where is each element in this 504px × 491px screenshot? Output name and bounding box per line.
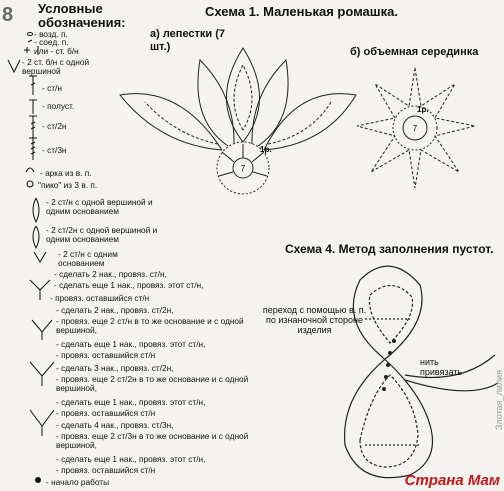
figure-eight-diagram xyxy=(320,255,500,491)
shell-icon xyxy=(34,252,46,262)
chain-stitch-icon xyxy=(28,33,33,36)
scheme4-title: Схема 4. Метод заполнения пустот. xyxy=(285,242,494,256)
sc2tog-icon xyxy=(8,60,20,72)
legend-item: - полуст. xyxy=(42,101,75,111)
legend-item: - ст/3н xyxy=(42,145,67,155)
petals-center-label: 7 xyxy=(240,164,246,173)
legend-item: - ст/2н xyxy=(42,121,67,131)
site-logo: Страна Мам xyxy=(404,472,500,489)
petals-diagram xyxy=(110,40,360,200)
legend-item: - возд. п. xyxy=(34,29,68,39)
legend-item: - 2 ст/н с одним основанием xyxy=(58,249,118,268)
complex-stitch-icons xyxy=(30,280,54,436)
legend-item: - сделать еще 1 нак., провяз. этот ст/н, xyxy=(56,454,206,464)
legend-item: - сделать 2 нак., провяз. ст/2н, xyxy=(56,305,174,315)
legend-item: - провяз. оставшийся ст/н xyxy=(56,408,156,418)
legend-item: - сделать 4 нак., провяз. ст/3н, xyxy=(56,420,174,430)
legend-item: - 2 ст. б/н с одной вершиной xyxy=(22,57,90,76)
legend-item: - сделать еще 1 нак., провяз. этот ст/н, xyxy=(56,397,206,407)
arch-icon xyxy=(26,168,34,172)
slip-stitch-icon xyxy=(28,40,32,42)
legend-item: - провяз. еще 2 ст/н в то же основание и с одной вершиной, xyxy=(56,316,244,335)
legend-item: или - ст. б/н xyxy=(34,46,79,56)
center-diagram xyxy=(355,60,485,190)
legend-item: - провяз. оставшийся ст/н xyxy=(56,465,156,475)
legend-item: - арка из в. п. xyxy=(40,168,92,178)
page-number: 8 xyxy=(2,4,14,26)
legend-item: - соед. п. xyxy=(34,37,69,47)
cluster-icon xyxy=(33,198,39,222)
legend-item: - провяз. еще 2 ст/3н в то же основание и с одной вершиной, xyxy=(56,431,249,450)
legend-item: - начало работы xyxy=(46,477,110,487)
legend-item: - 2 ст/2н с одной вершиной и одним основанием xyxy=(46,225,158,244)
legend-item: - 2 ст/н с одной вершиной и одним основанием xyxy=(46,197,153,216)
center-row-label: 1р. xyxy=(417,105,429,114)
petals-row-label: 1р. xyxy=(260,145,272,154)
picot-icon xyxy=(27,181,33,187)
scheme4-note-thread: нить привязать xyxy=(420,357,463,377)
watermark: Злотая_лилия xyxy=(494,370,504,430)
scheme1-part-b: б) объемная серединка xyxy=(350,46,479,58)
legend-item: - провяз. еще 2 ст/2н в то же основание и с одной вершиной, xyxy=(56,374,249,393)
legend-item: "пико" из 3 в. п. xyxy=(38,180,98,190)
legend-item: - сделать еще 1 нак., провяз. этот ст/н, xyxy=(54,280,204,290)
legend-item: - сделать еще 1 нак., провяз. этот ст/н, xyxy=(56,339,206,349)
legend-item: - провяз. оставшийся ст/н xyxy=(50,293,150,303)
legend-title: Условные обозначения: xyxy=(38,1,126,30)
scheme1-title: Схема 1. Маленькая ромашка. xyxy=(205,4,398,19)
scheme1-part-a: а) лепестки (7 шт.) xyxy=(150,28,226,53)
center-diagram-label: 7 xyxy=(412,124,418,133)
scheme4-note-transition: переход с помощью в. п. по изнаночной стороне изделия xyxy=(262,305,367,335)
legend-item: - сделать 3 нак., провяз. ст/2н, xyxy=(56,363,174,373)
legend-item: - ст/н xyxy=(42,83,62,93)
start-icon xyxy=(35,477,41,483)
legend-item: - провяз. оставшийся ст/н xyxy=(56,350,156,360)
legend-item: - сделать 2 нак., провяз. ст/н, xyxy=(54,269,167,279)
